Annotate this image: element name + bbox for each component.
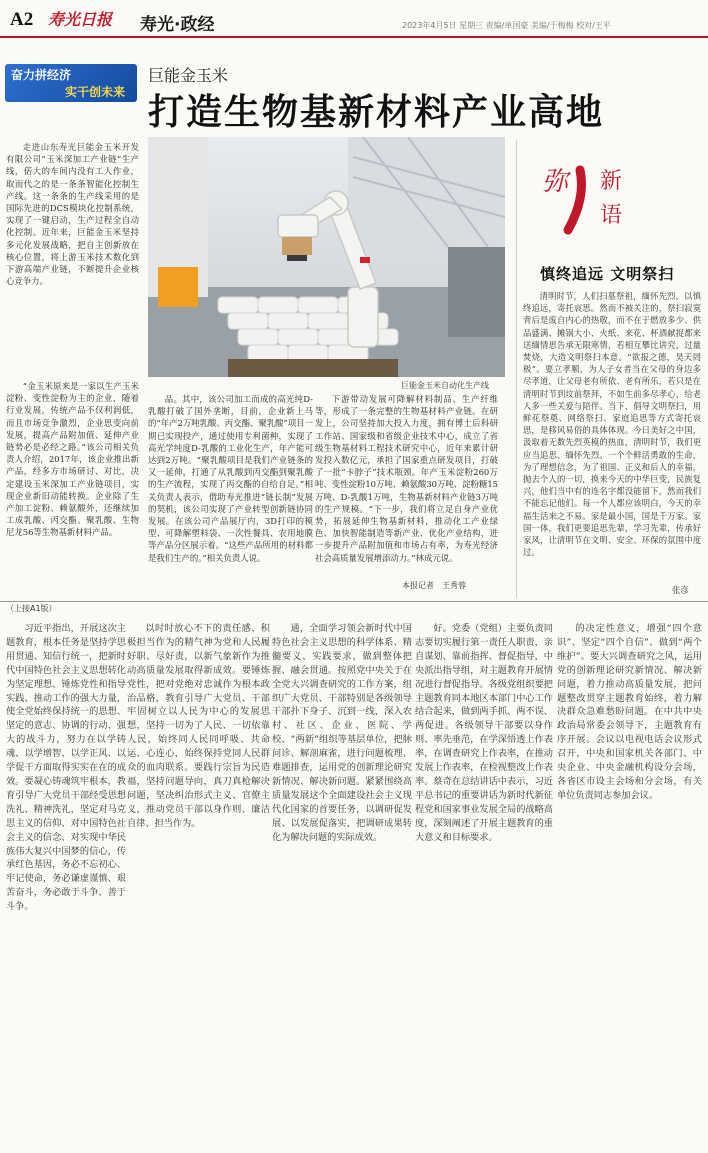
- lower-column-3: [272, 622, 412, 1147]
- article-headline: 打造生物基新材料产业高地: [148, 92, 605, 133]
- stamp-char-1: 弥: [542, 167, 569, 197]
- lower-column-5: [557, 622, 702, 1147]
- stamp-char-3: 语: [600, 203, 623, 228]
- article-column-1: [6, 380, 139, 595]
- page-number: A2: [10, 9, 34, 30]
- lower-paragraph-5: 的决定性意义，增强“四个意识”、坚定“四个自信”、做到“两个维护”。要大兴调查研究之风，运用党的创新理论研究新情况、解决新问题，着力推动高质量发展，把问题整改贯穿主题教育始终，着力解决群众急难愁盼问题。在中共中央政治局常委会领导下，主题教育有序开展。会议以电视电话会议形式召开，中央和国家机关各部门、中央企业、中央金融机构设分会场，各省区市设主会场和分会场，有关单位负责同志参加会议。: [557, 623, 702, 801]
- lower-column-2: [127, 622, 270, 1147]
- column-3-paragraph: 下游带动发展可降解材料制品、生产纤维等，形成了一条完整的生物基材料产业链。在研发上，公司坚持加大投入力度，拥有博士后科研工作站、国家级和省级企业技术中心，成立了省级生物基材料工程技术研究中心，近年来累计研发投入数亿元，承担了国家重点研发项目，打破了一批“卡脖子”技术瓶颈。年产玉米淀粉260万吨、变性淀粉10万吨、赖氨酸30万吨、淀粉糖15万吨、D-乳酸1万吨，生物基新材料产业链3万吨的生产规模。“下一步，我们将立足自身产业优势，拓展延伸生物基新材料，推动化工产业绿色、加快智能制造等新产业、优化产业结构，进一步提升产品附加值和市场占有率，为寿光经济社会高质量发展增添动力。”林成元说。: [315, 394, 498, 563]
- article-kicker: 巨能金玉米: [148, 66, 229, 85]
- essay-body: [523, 290, 701, 582]
- issue-meta: 2023年4月5日 星期三 责编/单国豪 美编/于梅梅 校对/王平: [402, 21, 611, 30]
- photo-caption: 巨能金玉米自动化生产线: [401, 381, 489, 390]
- campaign-banner: [5, 64, 137, 102]
- article-column-2: [148, 393, 313, 595]
- lower-column-1: [6, 622, 126, 1147]
- column-divider: [516, 140, 517, 598]
- header-rule: [0, 36, 708, 38]
- article-column-3: [315, 393, 498, 595]
- essay-title: 慎终追远 文明祭扫: [540, 265, 675, 283]
- lower-paragraph-4: 好。党委（党组）主要负责同志要切实履行第一责任人职责，亲自谋划、靠前指挥、督促指导，中央派出指导组，对主题教育开展情况进行督促指导。各级党组织要把主题教育同本地区本部门中心工作结合起来，做到两手抓、两不误、两促进。各级领导干部要以身作则、率先垂范，在学深悟透上作表率，在调查研究上作表率，在推动发展上作表率，在检视整改上作表率。蔡奇在总结讲话中表示，习近平总书记的重要讲话为新时代新征程党和国家事业发展全局的战略高度，深刻阐述了开展主题教育的重大意义和目标要求。: [415, 623, 553, 843]
- section-title: 寿光·政经: [140, 15, 215, 35]
- lower-paragraph-2: 以时时放心不下的责任感、积极担当作为的精气神为党和人民履好职、尽好责，以新气象新作为推动高质量发展取得新成效。要锤炼党性，把对党绝对忠诚作为根本政治品格，教育引导广大党员、干部牢固树立以人民为中心的发展思想，坚持一切为了人民、一切依靠人民，始终同人民同呼吸、共命运、心连心，始终保持党同人民群众的血肉联系。要践行宗旨为民造福，坚持问题导向，真刀真枪解决问题，坚决纠治形式主义、官僚主义，推动党员干部以身作则、廉洁自律、担当作为。: [127, 623, 270, 829]
- factory-photo: [148, 137, 505, 377]
- lower-paragraph-1: 习近平指出，开展这次主题教育，根本任务是坚持学思用贯通、知信行统一，把新时代中国特色社会主义思想转化为坚定理想、锤炼党性和指导实践、推动工作的强大力量，使全党始终保持统一的思想、坚定的意志、协调的行动、强大的战斗力，努力在以学铸魂、以学增智、以学正风、以学促干方面取得实实在在的成效。要凝心铸魂筑牢根本，教育引导广大党员干部经受思想洗礼、精神洗礼，坚定对马克思主义的信仰、对中国特色社会主义的信念、对实现中华民族伟大复兴中国梦的信心，传承红色基因，务必不忘初心、牢记使命，务必谦虚谨慎、艰苦奋斗，务必敢于斗争、善于斗争。: [6, 623, 126, 913]
- essay-paragraph: 清明时节，人们扫墓祭祖，缅怀先烈，以慎终追远，寄托哀思。然而不被关注的，祭扫寂寞背后是废自内心的热敬，而不在于燃放多少、供品盛满、摊锅大小、火纸、来花、杯酒献捉都来送缅情思告承无限寒情，若相互攀比讲究，过量焚烧，大造文明祭扫本意。“欲报之德，昊天罔极”。要立孝顺，为人子女者当在父母的身边多尽孝道，让父母老有所依、老有所乐，若只是在清明时节到坟前祭拜，不如生前多尽孝心，给老人多一些关爱与陪伴。当下，倡导文明祭扫，用鲜花祭奠、网络祭扫、家庭追思等方式寄托哀思，是移风易俗的具体体现。今日美好之中国，汲取着无数先烈英模的热血，清明时节，我们更应当追思、缅怀先烈。一个个鲜活勇敢的生命，为了理想信念，为了祖国、正义和后人的幸福，抛去个人的一切，换来今天的中华巨变，民族复兴，他们当中有的连名字都没能留下，然而我们不能忘记他们。每一个人都应该明白，今天的幸福生活来之不易。家是最小国，国是千万家。家国一体，我们更要追思先辈，学习先辈，传承好家风，让清明节在文明、安全、环保的氛围中度过。: [523, 291, 701, 558]
- lede-paragraph: 走进山东寿光巨能金玉米开发有限公司“玉米深加工产业链”生产线，偌大的车间内没有工人作业，取而代之的是一条条智能化控制生产线。这一条条的生产线采用的是国际先进的DCS模块化控制系统，实现了一键启动，生产过程全自动化控制。近年来，巨能金玉米坚持多元化发展战略，把自主创新放在核心位置，将上游玉米技术数化到下游高端产业链，不断提升企业核心竞争力。: [6, 142, 139, 287]
- continued-marker: （上接A1版）: [6, 604, 57, 613]
- essay-author: 张彦: [672, 585, 689, 595]
- banner-line-2: 实干创未来: [65, 85, 126, 99]
- article-lede: [6, 141, 139, 381]
- lower-column-4: [415, 622, 553, 1147]
- newspaper-logo-text: 寿光日报: [48, 10, 113, 29]
- banner-line-1: 奋力拼经济: [11, 68, 72, 82]
- newspaper-logo: [48, 8, 130, 30]
- column-1-paragraph: “金玉米原来是一家以生产玉米淀粉、变性淀粉为主的企业，随着行业发展，传统产品不仅利润低，而且市场竞争激烈，企业思变向前发展，提高产品附加值、延伸产业链势必是必经之路。”该公司相关负责人介绍，2017年，该企业推出新产品，经多方市场研讨、对比，决定建设玉米深加工产业链项目，实现企业新旧动能转换。企业除了生产加工淀粉、赖氨酸外，还继续加工成乳酸、丙交酯、聚乳酸、生物尼龙56等生物基新材料产品。: [6, 381, 139, 538]
- stamp-char-2: 新: [600, 169, 623, 194]
- section-rule: [0, 601, 708, 602]
- column-2-paragraph: 品。其中，该公司加工而成的高光纯D-乳酸打破了国外垄断，目前，企业新上马的“年产2万吨乳酸、丙交酯、聚乳酸”项目一期已实现投产，通过使用专利菌种，实现了高光学纯度D-乳酸的工业化生产，年产能可达到2万吨。“聚乳酸项目是我们产业链条的又一延伸，打通了从乳酸到丙交酯到聚乳酸的生产流程，实现了丙交酯的自给自足。”相关负责人表示，借助寿光推进“链长制”发展的契机，该公司实现了产业转型创新链协同发展。在该公司产品展厅内，3D打印的模型、可降解塑料袋、一次性餐具、农用地膜等产品分区展示着。“这些产品所用的材料都是我们生产的。”相关负责人说。: [148, 394, 313, 563]
- column-logo-stamp: [540, 150, 650, 240]
- article-byline: 本报记者 王秀蓉: [402, 581, 466, 590]
- lower-paragraph-3: 通，全面学习领会新时代中国特色社会主义思想的科学体系、精髓要义、实践要求，做到整体把握、融会贯通。按照党中央关于在全党大兴调查研究的工作方案，组织广大党员、干部特别是各级领导干部扑下身子、沉到一线，深入农村、社区、企业、医院、学校、“两新”组织等基层单位，把脉问诊、解剖麻雀，进行问题梳理、难题排查，运用党的创新理论研究新情况、解决新问题。紧紧围绕高质量发展这个全面建设社会主义现代化国家的首要任务，以调研促发展、以发展促落实，把调研成果转化为解决问题的实际成效。: [272, 623, 412, 843]
